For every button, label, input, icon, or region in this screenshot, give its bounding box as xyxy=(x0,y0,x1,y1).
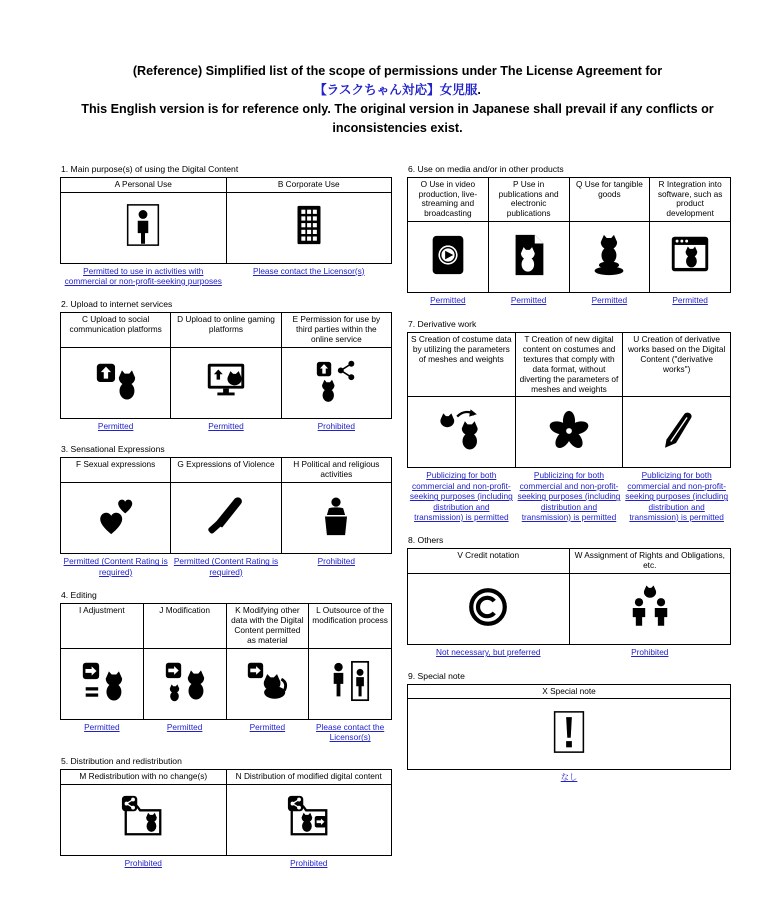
item-K-status-link[interactable]: Permitted xyxy=(249,721,286,732)
item-L-status-link[interactable]: Please contact the Licensor(s) xyxy=(315,721,385,743)
section-8-heading: 8. Others xyxy=(408,535,444,546)
upload-gaming-icon xyxy=(203,358,249,404)
item-N-status-cell xyxy=(226,855,392,868)
item-V-status-cell xyxy=(408,645,570,658)
item-V-status-link[interactable]: Not necessary, but preferred xyxy=(435,647,541,658)
item-K-status-cell xyxy=(226,719,309,742)
software-icon xyxy=(667,232,713,278)
item-C-header: C Upload to social communication platforms xyxy=(61,313,171,348)
item-A-header: A Personal Use xyxy=(61,177,227,192)
item-W-icon-cell xyxy=(569,574,731,645)
modification-icon xyxy=(162,658,208,704)
content-columns xyxy=(60,164,735,881)
item-N-header: N Distribution of modified digital content xyxy=(226,769,392,784)
section-9-heading: 9. Special note xyxy=(408,670,465,681)
adjustment-icon xyxy=(79,658,125,704)
copyright-icon xyxy=(465,584,511,630)
item-E-icon-cell xyxy=(281,348,391,419)
section-6 xyxy=(407,164,731,306)
right-column xyxy=(407,164,731,796)
section-6-table xyxy=(407,177,731,306)
section-3-heading: 3. Sensational Expressions xyxy=(61,444,165,455)
section-4-table xyxy=(60,603,392,743)
item-S-status-cell xyxy=(408,468,516,522)
section-8-table xyxy=(407,548,731,657)
section-9 xyxy=(407,671,731,783)
item-S-status-link[interactable]: Publicizing for both commercial and non-profit-seeking purposes (including distribution and transmission) is permitted xyxy=(409,470,513,522)
section-4 xyxy=(60,590,392,743)
item-X-status-cell xyxy=(408,770,731,783)
section-1-table xyxy=(60,177,392,287)
hearts-icon xyxy=(93,493,139,539)
left-column xyxy=(60,164,392,881)
item-R-header: R Integration into software, such as product development xyxy=(650,177,731,222)
item-M-header: M Redistribution with no change(s) xyxy=(61,769,227,784)
item-P-header: P Use in publications and electronic publications xyxy=(488,177,569,222)
item-Q-icon-cell xyxy=(569,222,650,293)
item-U-header: U Creation of derivative works based on the Digital Content ("derivative works") xyxy=(623,332,731,397)
item-Q-status-link[interactable]: Permitted xyxy=(591,295,628,306)
section-2-table xyxy=(60,312,392,431)
item-N-icon-cell xyxy=(226,784,392,855)
item-F-status-link[interactable]: Permitted (Content Rating is required) xyxy=(63,556,168,577)
item-X-header: X Special note xyxy=(408,684,731,699)
item-U-status-link[interactable]: Publicizing for both commercial and non-profit-seeking purposes (including distribution and transmission) is permitted xyxy=(625,470,729,522)
item-C-icon-cell xyxy=(61,348,171,419)
item-D-icon-cell xyxy=(171,348,281,419)
item-A-icon-cell xyxy=(61,192,227,263)
item-T-status-link[interactable]: Publicizing for both commercial and non-profit-seeking purposes (including distribution and transmission) is permitted xyxy=(517,470,621,522)
item-I-status-link[interactable]: Permitted xyxy=(84,721,120,732)
item-B-icon-cell xyxy=(226,192,392,263)
item-X-icon-cell xyxy=(408,699,731,770)
section-9-table xyxy=(407,684,731,783)
item-H-status-cell xyxy=(281,554,391,577)
item-M-icon-cell xyxy=(61,784,227,855)
exclamation-icon xyxy=(546,709,592,755)
assignment-icon xyxy=(627,584,673,630)
item-X-status-link[interactable]: なし xyxy=(560,772,578,783)
political-icon xyxy=(313,493,359,539)
section-5-table xyxy=(60,769,392,868)
texture-icon xyxy=(546,407,592,453)
item-W-status-cell xyxy=(569,645,731,658)
redistribution-icon xyxy=(120,794,166,840)
third-party-icon xyxy=(313,358,359,404)
section-7-heading: 7. Derivative work xyxy=(408,318,477,329)
item-F-icon-cell xyxy=(61,483,171,554)
item-P-status-cell xyxy=(488,293,569,306)
item-E-status-link[interactable]: Prohibited xyxy=(317,421,356,432)
item-K-icon-cell xyxy=(226,648,309,719)
section-1-heading: 1. Main purpose(s) of using the Digital Content xyxy=(61,163,239,174)
item-I-header: I Adjustment xyxy=(61,604,144,649)
item-E-header: E Permission for use by third parties within the online service xyxy=(281,313,391,348)
item-B-status-cell xyxy=(226,263,392,286)
item-V-icon-cell xyxy=(408,574,570,645)
distribution-modified-icon xyxy=(286,794,332,840)
item-W-header: W Assignment of Rights and Obligations, etc. xyxy=(569,549,731,574)
title-product-name: 【ラスクちゃん対応】女児服 xyxy=(314,82,478,97)
item-J-status-link[interactable]: Permitted xyxy=(166,721,203,732)
item-W-status-link[interactable]: Prohibited xyxy=(631,647,669,658)
item-O-icon-cell xyxy=(408,222,489,293)
item-G-header: G Expressions of Violence xyxy=(171,458,281,483)
item-G-status-link[interactable]: Permitted (Content Rating is required) xyxy=(173,556,279,577)
item-H-status-link[interactable]: Prohibited xyxy=(317,556,356,567)
modify-material-icon xyxy=(244,658,290,704)
item-K-header: K Modifying other data with the Digital Content permitted as material xyxy=(226,604,309,649)
item-O-status-cell xyxy=(408,293,489,306)
item-D-status-link[interactable]: Permitted xyxy=(208,421,244,432)
item-J-status-cell xyxy=(143,719,226,742)
item-F-header: F Sexual expressions xyxy=(61,458,171,483)
item-O-status-link[interactable]: Permitted xyxy=(430,295,466,306)
publication-icon xyxy=(506,232,552,278)
goods-icon xyxy=(586,232,632,278)
item-I-icon-cell xyxy=(61,648,144,719)
item-E-status-cell xyxy=(281,419,391,432)
item-B-header: B Corporate Use xyxy=(226,177,392,192)
item-M-status-cell xyxy=(61,855,227,868)
derivative-icon xyxy=(654,407,700,453)
item-R-status-cell xyxy=(650,293,731,306)
person-icon xyxy=(120,202,166,248)
item-V-header: V Credit notation xyxy=(408,549,570,574)
item-P-status-link[interactable]: Permitted xyxy=(510,295,547,306)
costume-icon xyxy=(438,407,484,453)
section-2 xyxy=(60,299,392,431)
item-F-status-cell xyxy=(61,554,171,577)
item-H-icon-cell xyxy=(281,483,391,554)
item-G-status-cell xyxy=(171,554,281,577)
item-T-icon-cell xyxy=(515,397,623,468)
item-B-status-link[interactable]: Please contact the Licensor(s) xyxy=(252,265,365,276)
section-7-table xyxy=(407,332,731,523)
building-icon xyxy=(286,202,332,248)
item-R-status-link[interactable]: Permitted xyxy=(672,295,708,306)
item-U-status-cell xyxy=(623,468,731,522)
outsource-icon xyxy=(327,658,373,704)
section-5-heading: 5. Distribution and redistribution xyxy=(61,755,182,766)
section-5 xyxy=(60,756,392,868)
title-period: . xyxy=(477,82,481,97)
item-J-header: J Modification xyxy=(143,604,226,649)
upload-social-icon xyxy=(93,358,139,404)
section-6-heading: 6. Use on media and/or in other products xyxy=(408,163,564,174)
item-D-header: D Upload to online gaming platforms xyxy=(171,313,281,348)
section-3 xyxy=(60,444,392,577)
item-T-status-cell xyxy=(515,468,623,522)
document-title-block xyxy=(60,62,735,138)
video-icon xyxy=(425,232,471,278)
item-M-status-link[interactable]: Prohibited xyxy=(124,857,162,868)
item-S-header: S Creation of costume data by utilizing the parameters of meshes and weights xyxy=(408,332,516,397)
item-O-header: O Use in video production, live-streaming and broadcasting xyxy=(408,177,489,222)
section-8 xyxy=(407,535,731,657)
title-disclaimer: This English version is for reference only. The original version in Japanese shall prevail if any conflicts or inconsistencies exist. xyxy=(81,101,714,135)
item-L-status-cell xyxy=(309,719,392,742)
item-S-icon-cell xyxy=(408,397,516,468)
title-line-2 xyxy=(60,81,735,100)
item-A-status-link[interactable]: Permitted to use in activities with commercial or non-profit-seeking purposes xyxy=(64,265,222,286)
item-Q-status-cell xyxy=(569,293,650,306)
item-C-status-link[interactable]: Permitted xyxy=(97,421,134,432)
item-P-icon-cell xyxy=(488,222,569,293)
item-A-status-cell xyxy=(61,263,227,286)
section-2-heading: 2. Upload to internet services xyxy=(61,299,173,310)
violence-icon xyxy=(203,493,249,539)
title-line-1: (Reference) Simplified list of the scope of permissions under The License Agreement for xyxy=(132,64,663,78)
section-1 xyxy=(60,164,392,287)
section-4-heading: 4. Editing xyxy=(61,590,97,601)
section-3-table xyxy=(60,457,392,577)
item-G-icon-cell xyxy=(171,483,281,554)
section-7 xyxy=(407,319,731,523)
item-J-icon-cell xyxy=(143,648,226,719)
item-D-status-cell xyxy=(171,419,281,432)
item-Q-header: Q Use for tangible goods xyxy=(569,177,650,222)
item-L-icon-cell xyxy=(309,648,392,719)
item-N-status-link[interactable]: Prohibited xyxy=(290,857,328,868)
item-L-header: L Outsource of the modification process xyxy=(309,604,392,649)
item-H-header: H Political and religious activities xyxy=(281,458,391,483)
item-I-status-cell xyxy=(61,719,144,742)
item-R-icon-cell xyxy=(650,222,731,293)
item-T-header: T Creation of new digital content on costumes and textures that comply with data format, without diverting the parameters of meshes and weights xyxy=(515,332,623,397)
item-U-icon-cell xyxy=(623,397,731,468)
item-C-status-cell xyxy=(61,419,171,432)
